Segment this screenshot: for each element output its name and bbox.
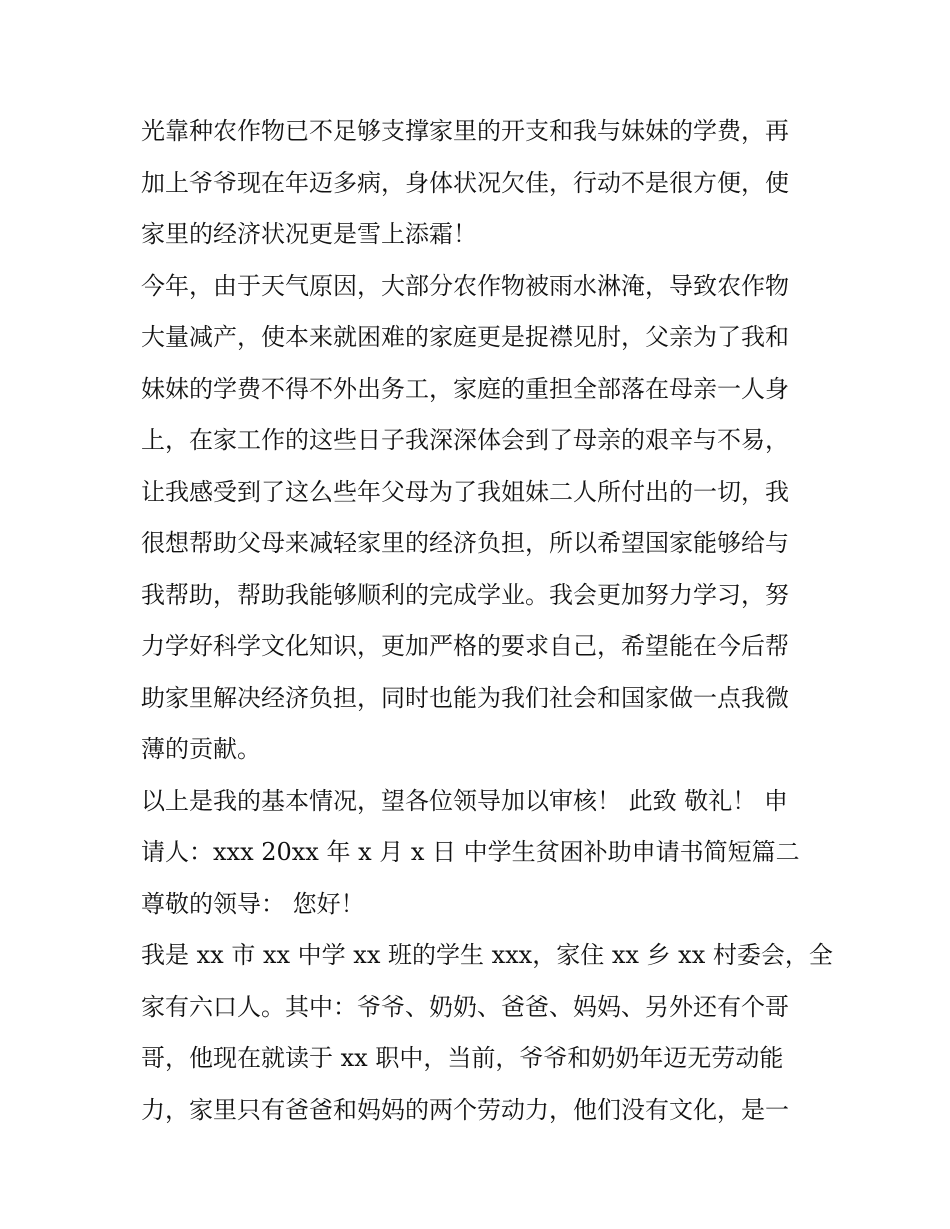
text-line: 请人：xxx 20xx 年 x 月 x 日 中学生贫困补助申请书简短篇二 <box>141 838 800 866</box>
text-line: 很想帮助父母来减轻家里的经济负担，所以希望国家能够给与 <box>141 529 789 557</box>
text-line: 薄的贡献。 <box>141 735 261 763</box>
text-line: 力学好科学文化知识，更加严格的要求自己，希望能在今后帮 <box>141 632 789 660</box>
text-line: 家有六口人。其中：爷爷、奶奶、爸爸、妈妈、另外还有个哥 <box>141 992 789 1021</box>
text-line: 妹妹的学费不得不外出务工，家庭的重担全部落在母亲一人身 <box>141 374 789 403</box>
text-line: 加上爷爷现在年迈多病，身体状况欠佳，行动不是很方便，使 <box>141 168 789 197</box>
text-line: 让我感受到了这么些年父母为了我姐妹二人所付出的一切，我 <box>141 477 789 506</box>
text-line: 光靠种农作物已不足够支撑家里的开支和我与妹妹的学费，再 <box>141 117 789 145</box>
text-line: 助家里解决经济负担，同时也能为我们社会和国家做一点我微 <box>141 683 789 712</box>
text-line: 今年，由于天气原因，大部分农作物被雨水淋淹，导致农作物 <box>141 271 789 300</box>
text-line: 哥，他现在就读于 xx 职中，当前，爷爷和奶奶年迈无劳动能 <box>141 1044 784 1072</box>
document-body-text <box>141 106 833 1136</box>
text-line: 大量减产，使本来就困难的家庭更是捉襟见肘，父亲为了我和 <box>141 323 789 351</box>
text-line: 家里的经济状况更是雪上添霜！ <box>141 220 477 248</box>
text-line: 我是 xx 市 xx 中学 xx 班的学生 xxx，家住 xx 乡 xx 村委会，全 <box>141 941 833 969</box>
text-line: 我帮助，帮助我能够顺利的完成学业。我会更加努力学习，努 <box>141 580 789 609</box>
text-line: 力，家里只有爸爸和妈妈的两个劳动力，他们没有文化，是一 <box>141 1095 789 1124</box>
text-line: 上，在家工作的这些日子我深深体会到了母亲的艰辛与不易， <box>141 426 789 454</box>
text-line: 以上是我的基本情况，望各位领导加以审核！ 此致 敬礼！ 申 <box>141 786 788 815</box>
text-line: 尊敬的领导： 您好！ <box>141 889 365 918</box>
